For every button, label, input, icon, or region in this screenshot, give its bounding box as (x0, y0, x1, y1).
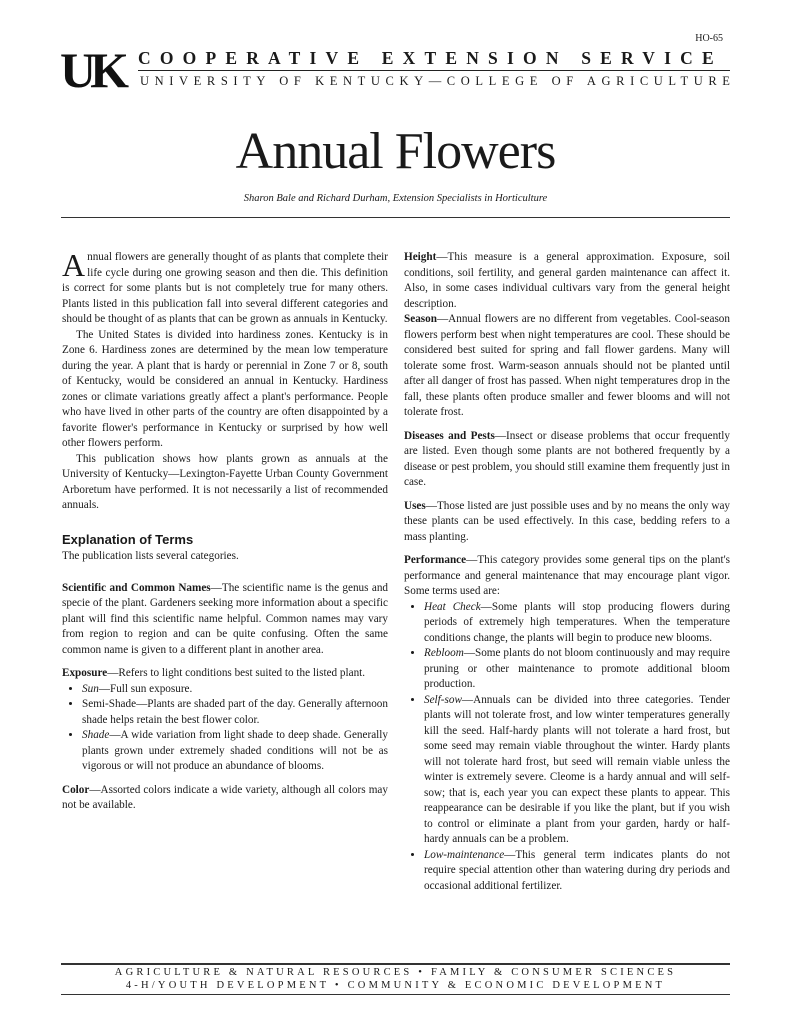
term-color-label: Color (62, 783, 90, 796)
term-uses (404, 499, 730, 546)
service-name: COOPERATIVE EXTENSION SERVICE (138, 48, 723, 68)
term-diseases-text: —Insect or disease problems that occur frequently are listed. Even though some plants are not bothered frequently by a disease or pest problem, you should still examine them frequently just in case. (404, 429, 730, 488)
term-diseases-label: Diseases and Pests (404, 429, 495, 442)
page-title: Annual Flowers (235, 123, 556, 180)
term-exposure-label: Exposure (62, 667, 108, 679)
term-color (62, 783, 388, 814)
term-season-label: Season (404, 313, 437, 325)
drop-cap: A (62, 247, 86, 283)
shade-text: —A wide variation from light shade to deep shade. Generally plants grown under extremely shaded conditions will not be as vigorous or will not produce an abundance of blooms. (82, 729, 388, 772)
term-uses-text: —Those listed are just possible uses and by no means the only way these plants can be used effectively. In this case, bedding refers to a mass planting. (404, 499, 730, 543)
footer-line-1: AGRICULTURE & NATURAL RESOURCES • FAMILY & CONSUMER SCIENCES (114, 967, 677, 978)
term-season (404, 312, 730, 421)
performance-item-selfsow (424, 693, 730, 848)
heat-text: —Some plants will stop producing flowers during periods of extremely high temperatures. When the temperature conditions change, the plants will begin to produce new blooms. (424, 600, 731, 644)
intro-paragraph-3: This publication shows how plants grown as annuals at the University of Kentucky—Lexington-Fayette Urban County Government Arboretum have performed. It is not necessarily a list of recommended annuals. (62, 452, 388, 511)
term-exposure-text: —Refers to light conditions best suited to the listed plant. (107, 667, 366, 679)
title-rule (61, 217, 730, 218)
footer-rule-bottom (61, 994, 730, 995)
university-name: UNIVERSITY OF KENTUCKY—COLLEGE OF AGRICULTURE (140, 74, 736, 88)
selfsow-text: —Annuals can be divided into three categories. Tender plants will not tolerate frost, and low winter temperatures generally kill the seed. Half-hardy plants will not tolerate a hard frost, but some seed may remain viable throughout the winter. Hardy plants will not tolerate hard frost, but seed will remain viable unless the winter is extremely severe. Cleome is a hardy annual and will self-sow; that is, each year you can expect these plants to appear. This reappearance can be desirable if you like the plant, but if you wish to control or eliminate a plant from your garden, hardy or half-hardy annuals can be a problem. (424, 693, 730, 845)
sun-label: Sun (82, 682, 99, 695)
right-column (404, 250, 730, 894)
performance-item-lowmaint (424, 848, 730, 895)
header-rule (138, 70, 730, 71)
intro-text-1: nnual flowers are generally thought of as plants that complete their life cycle during one growing season and then die. This definition is correct for some plants but is not completely true for many others. Plants listed in this publication fall into several different categories and should be thought of as plants that can be grown as annuals in Kentucky. (62, 251, 388, 325)
exposure-item-semishade: • Semi-Shade—Plants are shaded part of the day. Generally afternoon shade helps retain the best flower color. (82, 697, 388, 728)
footer-line-2: 4-H/YOUTH DEVELOPMENT • COMMUNITY & ECONOMIC DEVELOPMENT (125, 980, 666, 991)
logo-text: UK (60, 42, 123, 98)
rebloom-label: Rebloom (424, 647, 464, 659)
publication-code: HO-65 (695, 33, 723, 44)
term-exposure (62, 666, 388, 682)
selfsow-label: Self-sow (424, 693, 462, 706)
exposure-item-shade (82, 728, 388, 775)
exposure-list (62, 682, 388, 775)
left-column (62, 247, 389, 814)
explanation-intro: The publication lists several categories. (62, 550, 239, 562)
performance-item-rebloom (424, 646, 730, 693)
lowmaint-text: —This general term indicates plants do not require special attention other than watering during dry periods and occasional additional fertilizer. (424, 848, 730, 892)
term-height-text: —This measure is a general approximation. Exposure, soil conditions, soil fertility, and general garden maintenance can affect it. Also, in some cases individual cultivars vary from the general height description. (404, 251, 730, 310)
authors-line: Sharon Bale and Richard Durham, Extension Specialists in Horticulture (243, 193, 548, 204)
term-uses-label: Uses (404, 499, 426, 512)
intro-paragraph-2: The United States is divided into hardiness zones. Kentucky is in Zone 6. Hardiness zones are determined by the mean low temperature during the year. A plant that is hardy or perennial in Zone 7 or 8, south of Kentucky, would be considered an annual in Kentucky. Hardiness zones or climate variations greatly affect a plant's performance. People who have lived in other parts of the country are often disappointed by a favorite flower's performance in Kentucky or surprised by how well other flowers perform. (62, 328, 388, 449)
term-names-text: —The scientific name is the genus and specie of the plant. Gardeners seeking more information about a specific plant will find this scientific name helpful. Common names may vary from region to region and can be quite confusing. Often the same common name is given to a different plant in another area. (62, 581, 389, 656)
term-performance-text: —This category provides some general tips on the plant's performance and general maintenance that may encourage plant vigor. Some terms used are: (404, 554, 730, 597)
performance-item-heat (424, 600, 730, 647)
term-season-text: —Annual flowers are no different from vegetables. Cool-season flowers perform best when night temperatures are cool. These should be considered best suited for spring and fall flower gardens. Many will tolerate some frost. Warm-season annuals should not be planted until after all danger of frost has passed. When night temperatures drop in the fall, these plants often produce smaller and fewer blooms and will not tolerate frost. (404, 313, 730, 418)
term-height-label: Height (404, 251, 437, 263)
term-performance (404, 553, 730, 600)
term-height (404, 250, 730, 312)
footer-rule-top (61, 963, 730, 965)
term-performance-label: Performance (404, 554, 467, 566)
heat-label: Heat Check (424, 600, 481, 613)
term-color-text: —Assorted colors indicate a wide variety, although all colors may not be available. (62, 783, 388, 811)
performance-list (404, 600, 730, 895)
exposure-item-sun (82, 682, 388, 698)
term-names (62, 581, 388, 659)
uk-logo (60, 42, 134, 98)
intro-paragraph-1 (62, 247, 388, 328)
shade-label: Shade (82, 729, 110, 741)
section-heading-explanation: Explanation of Terms (62, 531, 194, 547)
term-diseases (404, 429, 730, 491)
term-names-label: Scientific and Common Names (62, 581, 211, 594)
lowmaint-label: Low-maintenance (424, 848, 505, 861)
sun-text: —Full sun exposure. (98, 682, 193, 695)
rebloom-text: —Some plants do not bloom continuously and may require pruning or other maintenance to promote additional bloom production. (424, 647, 730, 690)
